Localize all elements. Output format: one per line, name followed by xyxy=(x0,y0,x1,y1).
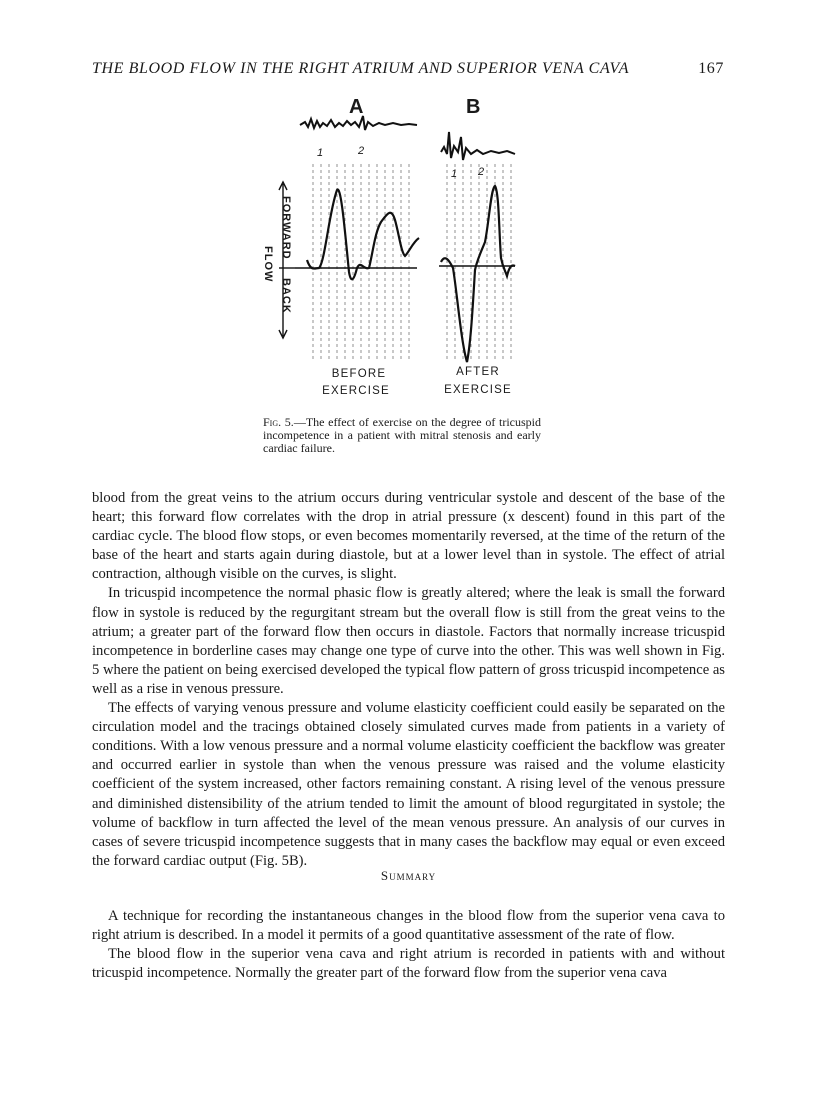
paragraph: A technique for recording the instantaneous changes in the blood flow from the superior vena cava to right atrium is described. In a model it permits of a good quantitative assessment of the rate of flow. xyxy=(92,908,725,944)
axis-label-forward: FORWARD xyxy=(280,196,292,260)
beat-a-1: 1 xyxy=(317,147,324,159)
beat-a-2: 2 xyxy=(358,145,365,157)
page-number: 167 xyxy=(698,60,724,77)
axis-label-flow: FLOW xyxy=(262,246,274,283)
figure-5 xyxy=(255,92,545,410)
summary-heading: Summary xyxy=(380,868,437,883)
beat-b-2: 2 xyxy=(478,166,485,178)
paragraph: The blood flow in the superior vena cava and right atrium is recorded in patients with and without tricuspid incompetence. Normally the greater part of the forward flow from the superior vena cava xyxy=(92,946,725,982)
flow-tracings xyxy=(255,92,545,410)
grid-lines-a xyxy=(313,164,409,362)
after-exercise-line1: AFTER xyxy=(456,366,500,378)
flow-curve-a xyxy=(307,189,419,279)
panel-b-label: B xyxy=(466,96,481,118)
axis-label-back: BACK xyxy=(280,278,292,314)
flow-curve-b xyxy=(441,186,515,362)
paragraph: The effects of varying venous pressure and volume elasticity coefficient could easily be separated on the circulation model and the tracings obtained closely simulated curves made from patients in a variety of conditions. With a low venous pressure and a normal volume elasticity coefficient the backflow was greater and occurred earlier in systole than when the venous pressure was raised and the volume elasticity coefficient of the system increased, other factors remaining constant. A rising level of the venous pressure and diminished distensibility of the atrium tended to limit the amount of blood regurgitated in systole; the volume of backflow in turn affected the level of the mean venous pressure. An analysis of our curves in cases of severe tricuspid incompetence suggests that in many cases the backflow may equal or even exceed the forward cardiac output (Fig. 5B). xyxy=(92,700,725,869)
after-exercise-line2: EXERCISE xyxy=(444,384,512,396)
running-title: THE BLOOD FLOW IN THE RIGHT ATRIUM AND SUPERIOR VENA CAVA xyxy=(92,60,630,77)
caption-text: —The effect of exercise on the degree of tricuspid incompetence in a patient with mitral stenosis and early cardiac failure. xyxy=(263,415,541,455)
panel-a-label: A xyxy=(349,96,364,118)
paragraph: In tricuspid incompetence the normal phasic flow is greatly altered; where the leak is small the forward flow in systole is reduced by the regurgitant stream but the overall flow is still from the great veins to the atrium; a greater part of the forward flow then occurs in diastole. Factors that normally increase tricuspid incompetence in borderline cases may change one type of curve into the other. This was well shown in Fig. 5 where the patient on being exercised developed the typical flow pattern of gross tricuspid incompetence as well as a rise in venous pressure. xyxy=(92,585,725,697)
figure-caption xyxy=(263,416,541,455)
before-exercise-line1: BEFORE xyxy=(331,368,387,380)
beat-b-1: 1 xyxy=(451,168,458,180)
before-exercise-line2: EXERCISE xyxy=(322,385,390,397)
running-header xyxy=(92,58,724,82)
caption-tag: Fig. 5. xyxy=(263,415,294,429)
ecg-trace-b xyxy=(441,132,515,160)
summary-text xyxy=(92,907,725,983)
main-text xyxy=(92,489,725,871)
paragraph: blood from the great veins to the atrium occurs during ventricular systole and descent of the base of the heart; this forward flow correlates with the drop in atrial pressure (x descent) found in this part of the cardiac cycle. The blood flow stops, or even becomes momentarily reversed, at the time of the return of the base of the heart and starts again during diastole, but at a lower level than in systole. The effect of atrial contraction, although visible on the curves, is slight. xyxy=(92,490,725,583)
